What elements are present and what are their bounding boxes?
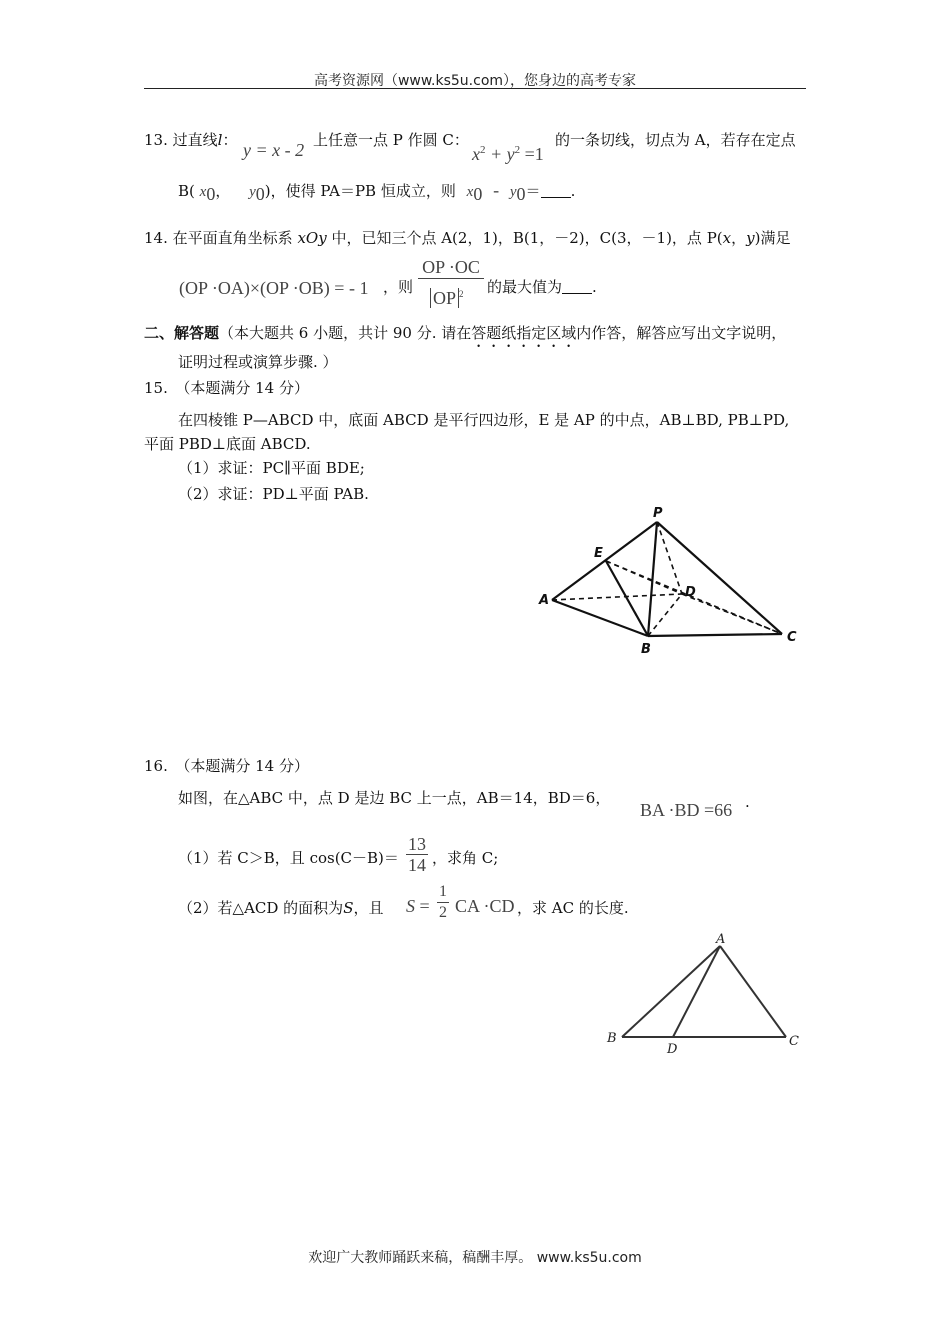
q13-answer-blank[interactable] <box>541 183 571 198</box>
label-B: B <box>607 1031 617 1046</box>
q13-circle-eq <box>472 140 544 164</box>
q13-l: l <box>217 131 223 149</box>
q13-x0b: x <box>466 184 474 200</box>
q13-minus: - <box>493 180 500 200</box>
label-E: E <box>594 546 603 561</box>
q13-text3: 的一条切线，切点为 A，若存在定点 <box>555 131 796 149</box>
q16-cos-den: 14 <box>408 855 426 875</box>
q13-y0b-sub: 0 <box>516 184 526 204</box>
q14-frac-den-op: OP <box>430 288 459 308</box>
q15-p2: 平面 PBD⊥底面 ABCD. <box>144 435 311 453</box>
q15-s2: （2）求证：PD⊥平面 PAB. <box>178 485 369 503</box>
section2-line1 <box>144 323 786 351</box>
q14-text2: 中，已知三个点 A(2，1)，B(1，－2)，C(3，－1)，点 P( <box>331 229 723 247</box>
label-A: A <box>716 932 726 947</box>
section2-text1: （本大题共 6 小题，共计 90 分. 请在 <box>219 324 472 342</box>
q16-p1: 如图，在△ABC 中，点 D 是边 BC 上一点，AB＝14，BD＝6， <box>178 789 611 807</box>
q13-y0: y <box>249 184 256 200</box>
edge-BC <box>648 634 782 636</box>
q16-s2a: （2）若△ACD 的面积为 <box>178 899 344 917</box>
q14-frac-den <box>418 279 484 309</box>
triangle-figure <box>600 930 810 1055</box>
q13-text2: 上任意一点 P 作圆 C： <box>313 131 469 149</box>
q16-half-num: 1 <box>437 882 449 903</box>
q13-b-open: B( <box>178 182 195 200</box>
q16-head: 16. （本题满分 14 分） <box>144 757 309 775</box>
q13-line2 <box>178 180 575 204</box>
q14-y: y <box>746 229 755 247</box>
label-B: B <box>641 642 651 657</box>
q13-eq: ＝ <box>525 182 541 200</box>
q14-x: x <box>722 229 732 247</box>
q13-x0-sub: 0 <box>206 184 216 204</box>
q14-tail <box>487 277 597 297</box>
section2-dotted: 答题纸指定区域 <box>471 324 577 342</box>
q16-half-den: 2 <box>439 904 447 921</box>
q16-s2-text <box>178 898 383 918</box>
edge-AC <box>720 946 786 1037</box>
q13-y0-sub: 0 <box>255 184 265 204</box>
q13-text5: )，使得 PA＝PB 恒成立，则 <box>264 182 456 200</box>
label-A: A <box>539 593 550 608</box>
q16-s1a: （1）若 C＞B，且 cos(C－B)＝ <box>178 849 399 867</box>
edge-EB <box>606 561 648 636</box>
q13-comma: ， <box>215 182 231 200</box>
q14-answer-blank[interactable] <box>562 279 592 294</box>
edge-AD <box>673 946 720 1037</box>
q16-S-eq <box>406 896 430 916</box>
q13-sq2: 2 <box>514 144 521 156</box>
label-D: D <box>667 1042 678 1055</box>
q16-S: S <box>343 899 354 917</box>
q16-dot-eq: BA ·BD =66 <box>640 800 733 820</box>
q16-p1-end: . <box>745 793 750 811</box>
section2-title: 二、解答题 <box>144 324 220 342</box>
q16-S-equals: = <box>419 896 430 916</box>
header-rule <box>144 88 806 89</box>
q16-cos-fraction <box>406 834 428 875</box>
q15-head: 15. （本题满分 14 分） <box>144 379 309 397</box>
q16-S-var: S <box>406 896 415 916</box>
edge-AB <box>622 946 720 1037</box>
q13-circle-rhs: =1 <box>524 144 544 164</box>
label-C: C <box>787 630 797 645</box>
q16-s1b: ，求角 C; <box>432 849 499 867</box>
label-D: D <box>685 585 696 600</box>
q13-line-eq: y = x - 2 <box>243 140 305 160</box>
edge-PC <box>657 522 782 634</box>
q16-ca-cd: CA ·CD <box>455 896 515 916</box>
edge-AB <box>552 600 648 636</box>
section2-text3: 证明过程或演算步骤. ） <box>178 353 338 371</box>
q13-text1: 过直线 <box>172 131 218 149</box>
label-C: C <box>789 1034 799 1049</box>
q14-fraction <box>418 256 484 309</box>
edge-AD <box>552 594 682 600</box>
q13-x0b-sub: 0 <box>473 184 483 204</box>
q16-cos-num: 13 <box>408 834 426 854</box>
q13-number: 13. <box>144 131 168 149</box>
q14-text1: 在平面直角坐标系 <box>172 229 293 247</box>
q14-period: . <box>592 278 597 296</box>
q14-then: ，则 <box>383 278 414 296</box>
pyramid-figure <box>530 500 810 660</box>
label-P: P <box>653 506 663 521</box>
q13-circle-y: + y <box>490 144 515 164</box>
q16-s2c: ，求 AC 的长度. <box>517 899 629 917</box>
q13-line1 <box>144 130 237 150</box>
q13-sq1: 2 <box>480 144 486 156</box>
q14-text3: )满足 <box>754 229 791 247</box>
section2-text2: 内作答，解答应写出文字说明， <box>576 324 787 342</box>
q13-circle-x: x <box>472 144 480 164</box>
q14-condition: (OP ·OA)×(OP ·OB) = - 1 <box>179 278 369 298</box>
q14-text5: 的最大值为 <box>487 278 563 296</box>
q15-s1: （1）求证：PC∥平面 BDE; <box>178 459 365 477</box>
q13-colon: ： <box>222 131 238 149</box>
edge-PA <box>552 522 657 600</box>
edge-BD <box>648 594 682 636</box>
q13-x0: x <box>199 184 207 200</box>
page-header: 高考资源网（www.ks5u.com），您身边的高考专家 <box>313 73 637 89</box>
q16-s2b: ，且 <box>353 899 384 917</box>
page-footer: 欢迎广大教师踊跃来稿，稿酬丰厚。 www.ks5u.com <box>308 1250 642 1266</box>
q14-frac-den-sq: 2 <box>459 289 464 299</box>
q15-p1: 在四棱锥 P—ABCD 中，底面 ABCD 是平行四边形，E 是 AP 的中点，AB⊥BD, PB⊥PD, <box>178 411 790 429</box>
q14-number: 14. <box>144 229 168 247</box>
q14-line1 <box>144 228 790 248</box>
q13-period: . <box>570 182 576 200</box>
q14-comma: ， <box>731 229 747 247</box>
q16-half-fraction <box>437 882 449 923</box>
q13-y0b: y <box>509 184 517 200</box>
q14-frac-num: OP ·OC <box>418 256 484 279</box>
q14-xoy: xOy <box>297 229 327 247</box>
